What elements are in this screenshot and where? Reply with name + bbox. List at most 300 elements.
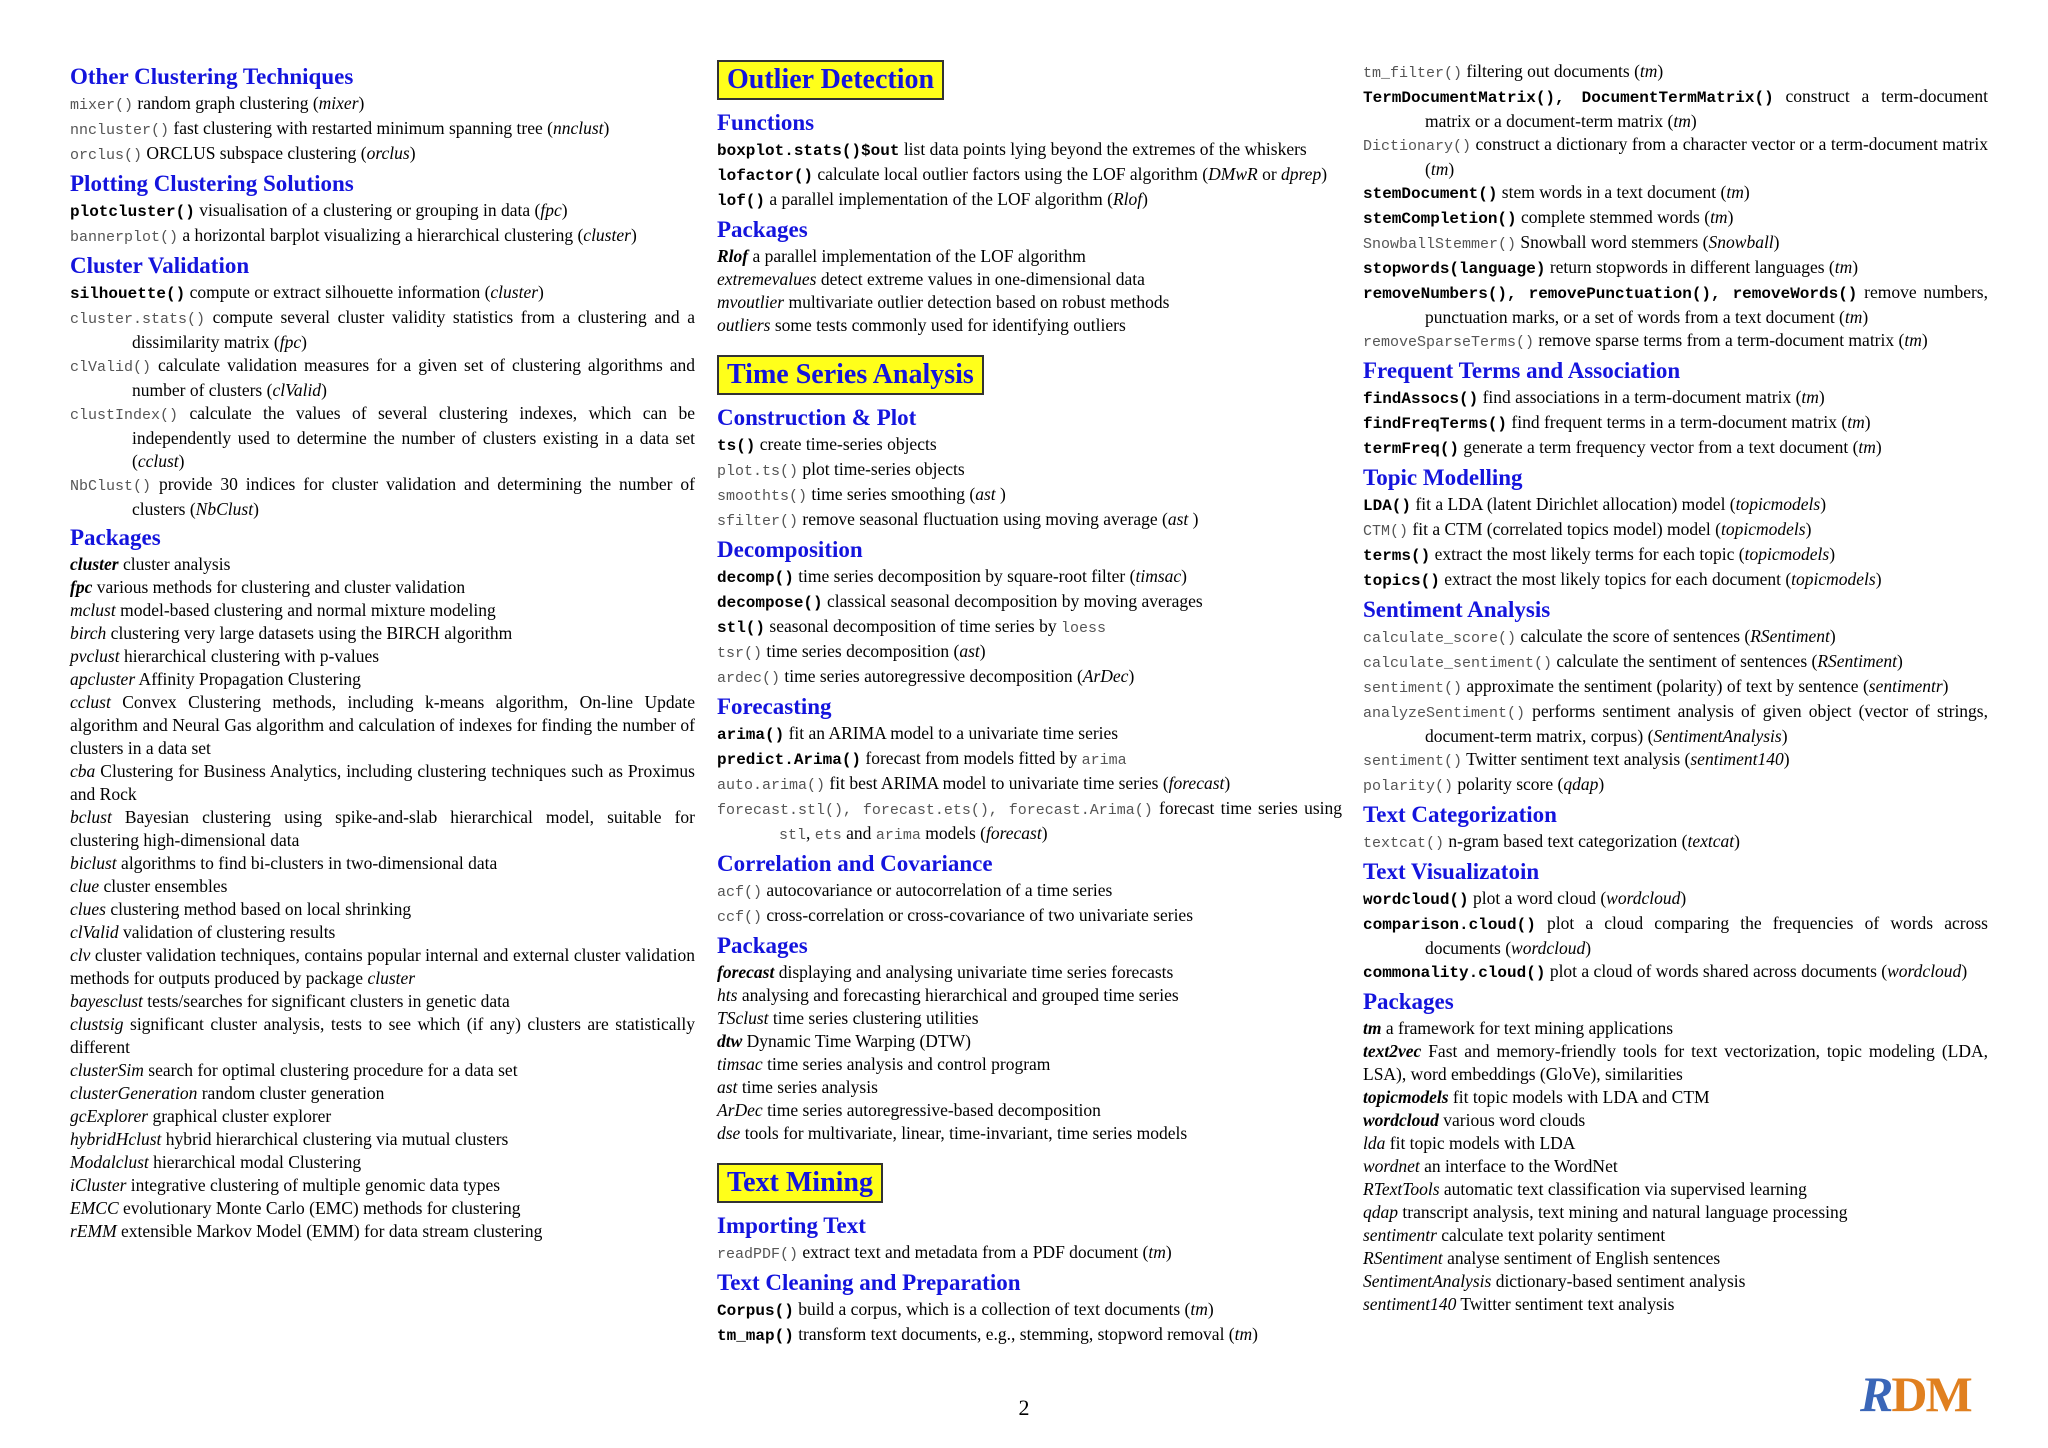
function-description: ORCLUS subspace clustering ( [142,143,367,163]
package-name: rEMM [70,1221,117,1241]
function-description: extract the most likely topics for each document ( [1439,569,1792,589]
punctuation: ) [1961,961,1968,981]
function-entry [717,590,1342,615]
function-entry [70,281,695,306]
package-entry [70,645,695,668]
package-description: cluster ensembles [99,876,228,896]
function-name: clustIndex() [70,407,179,424]
inline-code: arima [875,827,921,844]
function-name: smoothts() [717,488,808,505]
package-name: pvclust [70,646,120,666]
function-entry [1363,133,1988,181]
package-entry [70,691,695,760]
function-entry [717,797,1342,847]
function-description: find frequent terms in a term-document matrix ( [1507,412,1848,432]
package-name: topicmodels [1363,1087,1449,1107]
function-description: a parallel implementation of the LOF algorithm ( [765,189,1113,209]
package-description: Convex Clustering methods, including k-means algorithm, On-line Update algorithm and Neural Gas algorithm and calculation of indexes for finding the number of clusters in a data set [70,692,695,758]
package-entry [717,1076,1342,1099]
punctuation: ) [1734,831,1740,851]
function-description: autocovariance or autocorrelation of a time series [762,880,1113,900]
function-name: forecast.stl(), forecast.ets(), forecast.Arima() [717,802,1153,819]
package-reference: dprep [1281,164,1322,184]
section-heading: Packages [1363,989,1454,1014]
function-name: stopwords(language) [1363,260,1546,278]
function-description: provide 30 indices for cluster validation and determining the number of clusters ( [132,474,695,519]
package-reference: tm [1847,412,1865,432]
function-description: construct a dictionary from a character vector or a term-document matrix ( [1425,134,1988,179]
package-description: evolutionary Monte Carlo (EMC) methods for clustering [118,1198,521,1218]
package-description: analysing and forecasting hierarchical and grouped time series [737,985,1179,1005]
punctuation: ) [1743,182,1750,202]
punctuation: ) [1864,412,1871,432]
punctuation: ) [1942,676,1949,696]
package-name: mvoutlier [717,292,785,312]
package-description: model-based clustering and normal mixture modeling [115,600,496,620]
function-description: remove seasonal fluctuation using moving average ( [798,509,1168,529]
function-name: clValid() [70,359,152,376]
package-reference: timsac [1135,566,1182,586]
function-name: SnowballStemmer() [1363,236,1517,253]
section-gap [717,337,1342,355]
function-name: tm_filter() [1363,65,1463,82]
function-entry [1363,206,1988,231]
major-heading-wrapper [717,355,1342,401]
function-entry [717,772,1342,797]
package-description: Fast and memory-friendly tools for text vectorization, topic modeling (LDA, LSA), word embeddings (GloVe), similarities [1363,1041,1988,1084]
punctuation: ) [1188,509,1199,529]
function-entry [717,1323,1342,1348]
function-name: findAssocs() [1363,390,1479,408]
function-description: remove sparse terms from a term-document matrix ( [1534,330,1905,350]
function-name: comparison.cloud() [1363,916,1536,934]
package-entry [717,1053,1342,1076]
package-name: biclust [70,853,117,873]
function-name: ccf() [717,909,763,926]
package-reference: tm [1858,437,1876,457]
function-entry [70,92,695,117]
function-entry [1363,493,1988,518]
package-reference: tm [1904,330,1922,350]
function-description: plot a word cloud ( [1468,888,1607,908]
function-name: textcat() [1363,835,1445,852]
function-name: acf() [717,884,763,901]
function-entry [717,747,1342,772]
package-description: some tests commonly used for identifying outliers [770,315,1126,335]
package-name: sentiment140 [1363,1294,1457,1314]
major-heading-wrapper [717,1163,1342,1209]
function-description: time series smoothing ( [807,484,976,504]
section-heading: Forecasting [717,694,832,719]
function-description: models ( [920,823,986,843]
function-description: forecast from models fitted by [861,748,1082,768]
function-entry [1363,231,1988,256]
package-entry [70,760,695,806]
section-heading: Packages [717,933,808,958]
function-entry [717,508,1342,533]
function-entry [1363,85,1988,133]
punctuation: ) [1820,494,1827,514]
function-description: cross-correlation or cross-covariance of two univariate series [762,905,1194,925]
function-entry [717,138,1342,163]
function-description: calculate validation measures for a given set of clustering algorithms and number of clusters ( [132,355,695,400]
punctuation: ) [1773,232,1780,252]
punctuation: ) [1921,330,1928,350]
package-reference: clValid [272,380,322,400]
package-description: calculate text polarity sentiment [1436,1225,1666,1245]
package-entry [1363,1224,1988,1247]
package-reference: tm [1801,387,1819,407]
package-reference: cluster [490,282,539,302]
package-description: automatic text classification via supervised learning [1439,1179,1807,1199]
package-entry [70,1059,695,1082]
package-name: hts [717,985,738,1005]
package-entry [70,553,695,576]
package-name: clusterSim [70,1060,144,1080]
package-entry [1363,1178,1988,1201]
package-name: extremevalues [717,269,817,289]
punctuation: ) [1041,823,1048,843]
function-entry [1363,281,1988,329]
package-description: validation of clustering results [118,922,336,942]
package-name: dtw [717,1031,743,1051]
package-reference: Snowball [1708,232,1774,252]
package-entry [717,1007,1342,1030]
package-entry [717,245,1342,268]
package-description: extensible Markov Model (EMM) for data stream clustering [116,1221,543,1241]
punctuation: ) [561,200,568,220]
package-reference: ast [1167,509,1189,529]
function-description: Twitter sentiment text analysis ( [1462,749,1691,769]
function-entry [717,458,1342,483]
function-entry [717,483,1342,508]
punctuation: ) [979,641,986,661]
package-reference: cluster [367,968,416,988]
package-name: forecast [717,962,775,982]
package-description: fit topic models with LDA and CTM [1448,1087,1710,1107]
package-entry [717,314,1342,337]
function-description: n-gram based text categorization ( [1444,831,1688,851]
package-reference: wordcloud [1606,888,1681,908]
package-description: tests/searches for significant clusters in genetic data [142,991,510,1011]
package-reference: tm [1726,182,1744,202]
function-name: lof() [717,192,766,210]
package-name: clustsig [70,1014,124,1034]
function-name: findFreqTerms() [1363,415,1508,433]
package-name: ast [717,1077,738,1097]
function-name: cluster.stats() [70,311,206,328]
function-description: construct a term-document matrix or a document-term matrix ( [1425,86,1988,131]
package-reference: RSentiment [1817,651,1898,671]
function-name: wordcloud() [1363,891,1469,909]
function-description: Snowball word stemmers ( [1516,232,1709,252]
package-reference: tm [1834,257,1853,277]
function-description: calculate the values of several clustering indexes, which can be independently used to determine the number of clusters existing in a data set ( [132,403,695,471]
function-name: tsr() [717,645,763,662]
package-description: algorithms to find bi-clusters in two-dimensional data [116,853,498,873]
punctuation: ) [1690,111,1697,131]
function-description: time series decomposition by square-root filter ( [793,566,1136,586]
package-entry [70,668,695,691]
package-reference: tm [1234,1324,1253,1344]
punctuation: ) [409,143,416,163]
punctuation: ) [1875,437,1882,457]
function-entry [1363,568,1988,593]
section-heading: Text Categorization [1363,802,1557,827]
function-description: , [806,823,815,843]
section-heading: Sentiment Analysis [1363,597,1551,622]
package-entry [70,1013,695,1059]
package-reference: DMwR [1208,164,1258,184]
function-entry [70,473,695,521]
function-name: stemDocument() [1363,185,1498,203]
function-description: fit a CTM (correlated topics model) model ( [1408,519,1721,539]
punctuation: ) [995,484,1006,504]
function-name: auto.arima() [717,777,826,794]
function-name: lofactor() [717,167,814,185]
function-name: commonality.cloud() [1363,964,1546,982]
function-name: termFreq() [1363,440,1460,458]
package-reference: tm [1673,111,1691,131]
function-entry [717,904,1342,929]
function-entry [1363,543,1988,568]
function-name: boxplot.stats()$out [717,142,900,160]
function-description: remove numbers, punctuation marks, or a set of words from a text document ( [1425,282,1988,327]
punctuation: ) [1727,207,1734,227]
package-entry [717,984,1342,1007]
package-reference: mixer [318,93,359,113]
package-entry [70,921,695,944]
package-entry [1363,1109,1988,1132]
package-entry [70,806,695,852]
package-reference: tm [1190,1299,1208,1319]
package-description: cluster analysis [118,554,231,574]
package-name: gcExplorer [70,1106,149,1126]
package-name: RTextTools [1363,1179,1440,1199]
function-entry [70,117,695,142]
package-name: clusterGeneration [70,1083,198,1103]
package-entry [70,1174,695,1197]
package-name: lda [1363,1133,1386,1153]
package-entry [70,875,695,898]
function-description: find associations in a term-document matrix ( [1478,387,1802,407]
package-reference: wordcloud [1511,938,1586,958]
package-name: EMCC [70,1198,119,1218]
package-description: Clustering for Business Analytics, including clustering techniques such as Proximus and Rock [70,761,695,804]
function-entry [1363,518,1988,543]
package-entry [1363,1040,1988,1086]
package-description: multivariate outlier detection based on robust methods [784,292,1170,312]
function-name: decompose() [717,594,823,612]
package-reference: tm [1430,159,1449,179]
column-left [70,60,695,1243]
function-name: mixer() [70,97,134,114]
package-entry [70,599,695,622]
section-heading: Cluster Validation [70,253,250,278]
major-heading: Outlier Detection [717,60,944,100]
function-name: Corpus() [717,1302,794,1320]
package-entry [717,1030,1342,1053]
function-description: extract the most likely terms for each topic ( [1430,544,1745,564]
punctuation: ) [1207,1299,1214,1319]
function-name: tm_map() [717,1327,794,1345]
package-name: bayesclust [70,991,143,1011]
package-reference: orclus [366,143,410,163]
function-description: transform text documents, e.g., stemming, stopword removal ( [793,1324,1235,1344]
package-description: tools for multivariate, linear, time-invariant, time series models [740,1123,1188,1143]
inline-code: stl [779,827,807,844]
punctuation: ) [1852,257,1859,277]
punctuation: ) [1783,749,1790,769]
function-entry [1363,329,1988,354]
punctuation: ) [1128,666,1135,686]
package-name: bclust [70,807,112,827]
package-description: a framework for text mining applications [1381,1018,1674,1038]
function-name: readPDF() [717,1246,799,1263]
function-entry [1363,700,1988,748]
function-description: complete stemmed words ( [1516,207,1711,227]
package-reference: topicmodels [1744,544,1830,564]
function-name: analyzeSentiment() [1363,705,1526,722]
punctuation: ) [1142,189,1148,209]
package-entry [1363,1132,1988,1155]
package-reference: wordcloud [1887,961,1962,981]
function-name: NbClust() [70,478,152,495]
section-heading: Construction & Plot [717,405,917,430]
punctuation: ) [301,332,307,352]
function-name: LDA() [1363,497,1412,515]
punctuation: ) [253,499,259,519]
function-name: orclus() [70,147,143,164]
function-entry [1363,675,1988,700]
function-description: visualisation of a clustering or grouping in data ( [194,200,541,220]
package-description: Affinity Propagation Clustering [135,669,361,689]
package-entry [70,1151,695,1174]
package-reference: tm [1639,61,1658,81]
package-entry [1363,1017,1988,1040]
package-entry [70,622,695,645]
function-entry [717,665,1342,690]
package-reference: sentimentr [1868,676,1943,696]
major-heading: Time Series Analysis [717,355,984,395]
package-name: clValid [70,922,119,942]
package-reference: NbClust [195,499,254,519]
package-description: search for optimal clustering procedure for a data set [143,1060,518,1080]
package-name: dse [717,1123,741,1143]
package-entry [70,1197,695,1220]
punctuation: ) [1829,544,1836,564]
package-entry [70,1105,695,1128]
package-name: tm [1363,1018,1382,1038]
package-description: various word clouds [1438,1110,1586,1130]
function-name: TermDocumentMatrix(), DocumentTermMatrix() [1363,89,1774,107]
function-entry [717,163,1342,188]
function-entry [717,1241,1342,1266]
function-name: CTM() [1363,523,1409,540]
package-reference: tm [1710,207,1728,227]
function-name: sentiment() [1363,680,1463,697]
package-reference: qdap [1563,774,1599,794]
major-heading-wrapper [717,60,1342,106]
punctuation: ) [1875,569,1882,589]
function-name: removeSparseTerms() [1363,334,1535,351]
punctuation: ) [1321,164,1328,184]
package-name: sentimentr [1363,1225,1437,1245]
package-reference: ast [975,484,996,504]
function-entry [717,879,1342,904]
package-description: time series analysis [737,1077,878,1097]
function-description: fast clustering with restarted minimum spanning tree ( [169,118,553,138]
column-middle [717,60,1342,1348]
package-name: Modalclust [70,1152,149,1172]
function-description: a horizontal barplot visualizing a hierarchical clustering ( [178,225,584,245]
function-description: calculate the sentiment of sentences ( [1552,651,1818,671]
package-entry [717,291,1342,314]
package-name: TSclust [717,1008,769,1028]
inline-code: ets [814,827,842,844]
function-name: ardec() [717,670,781,687]
package-name: Rlof [717,246,749,266]
punctuation: ) [1897,651,1903,671]
function-description: approximate the sentiment (polarity) of text by sentence ( [1462,676,1869,696]
package-description: significant cluster analysis, tests to see which (if any) clusters are statistically different [70,1014,695,1057]
package-reference: tm [1148,1242,1166,1262]
punctuation: or [1257,164,1282,184]
section-heading: Packages [717,217,808,242]
major-heading: Text Mining [717,1163,883,1203]
package-entry [1363,1155,1988,1178]
punctuation: ) [1657,61,1664,81]
package-name: birch [70,623,107,643]
function-entry [1363,748,1988,773]
function-name: polarity() [1363,778,1454,795]
function-entry [1363,650,1988,675]
section-heading: Packages [70,525,161,550]
package-reference: ArDec [1082,666,1129,686]
function-description: extract text and metadata from a PDF document ( [798,1242,1149,1262]
package-reference: ast [959,641,980,661]
function-description: forecast time series using [1152,798,1342,818]
package-description: graphical cluster explorer [148,1106,332,1126]
package-description: integrative clustering of multiple genomic data types [126,1175,501,1195]
function-name: arima() [717,726,785,744]
package-reference: sentiment140 [1690,749,1784,769]
function-entry [1363,181,1988,206]
package-name: wordnet [1363,1156,1420,1176]
package-name: RSentiment [1363,1248,1443,1268]
function-name: plot.ts() [717,463,799,480]
function-name: sfilter() [717,513,799,530]
section-heading: Text Visualizatoin [1363,859,1540,884]
function-entry [717,615,1342,640]
function-name: calculate_score() [1363,630,1517,647]
package-description: clustering method based on local shrinking [105,899,412,919]
package-reference: SentimentAnalysis [1653,726,1782,746]
package-name: ArDec [717,1100,763,1120]
column-right [1363,60,1988,1316]
package-name: qdap [1363,1202,1398,1222]
function-entry [1363,60,1988,85]
function-description: plot a cloud of words shared across documents ( [1545,961,1888,981]
package-description: a parallel implementation of the LOF algorithm [748,246,1086,266]
function-entry [1363,912,1988,960]
function-name: ts() [717,437,756,455]
function-entry [1363,773,1988,798]
package-entry [1363,1201,1988,1224]
package-name: timsac [717,1054,763,1074]
function-name: stemCompletion() [1363,210,1517,228]
punctuation: ) [1252,1324,1258,1344]
